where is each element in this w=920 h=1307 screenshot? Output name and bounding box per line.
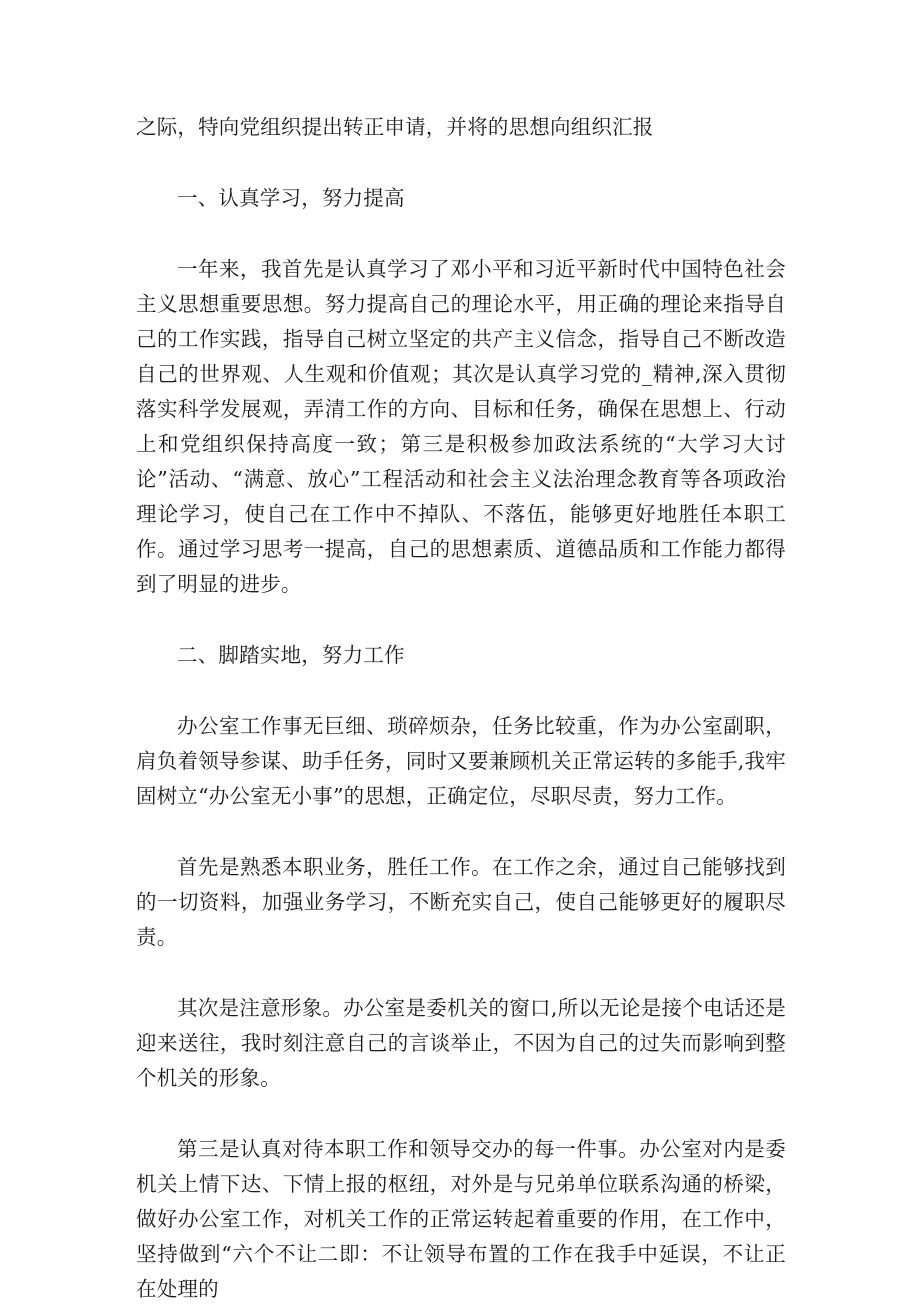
section-heading-work: 二、脚踏实地，努力工作 bbox=[177, 643, 405, 667]
paragraph-third-tasks: 第三是认真对待本职工作和领导交办的每一件事。办公室对内是委机关上情下达、下情上报的枢纽，对外是与兄弟单位联系沟通的桥梁，做好办公室工作，对机关工作的正常运转起着重要的作用，在工作中，坚持做到“六个不让二即：不让领导布置的工作在我手中延误，不让正在处理的 bbox=[136, 1137, 786, 1301]
paragraph-office-work: 办公室工作事无巨细、琐碎烦杂，任务比较重，作为办公室副职，肩负着领导参谋、助手任务，同时又要兼顾机关正常运转的多能手,我牢固树立“办公室无小事”的思想，正确定位，尽职尽责，努力工作。 bbox=[136, 714, 786, 808]
section-heading-study: 一、认真学习，努力提高 bbox=[177, 186, 405, 210]
paragraph-intro-continuation: 之际，特向党组织提出转正申请，并将的思想向组织汇报 bbox=[136, 115, 654, 139]
paragraph-first-duty: 首先是熟悉本职业务，胜任工作。在工作之余，通过自己能够找到的一切资料，加强业务学习，不断充实自己，使自己能够更好的履职尽责。 bbox=[136, 855, 786, 949]
paragraph-study: 一年来，我首先是认真学习了邓小平和习近平新时代中国特色社会主义思想重要思想。努力提高自己的理论水平，用正确的理论来指导自己的工作实践，指导自己树立坚定的共产主义信念，指导自己不断改造自己的世界观、人生观和价值观；其次是认真学习党的_精神,深入贯彻落实科学发展观，弄清工作的方向、目标和任务，确保在思想上、行动上和党组织保持高度一致；第三是积极参加政法系统的“大学习大讨论”活动、“满意、放心”工程活动和社会主义法治理念教育等各项政治理论学习，使自己在工作中不掉队、不落伍，能够更好地胜任本职工作。通过学习思考一提高，自己的思想素质、道德品质和工作能力都得到了明显的进步。 bbox=[136, 257, 786, 596]
document-body bbox=[136, 110, 786, 1307]
paragraph-second-image: 其次是注意形象。办公室是委机关的窗口,所以无论是接个电话还是迎来送往，我时刻注意自己的言谈举止，不因为自己的过失而影响到整个机关的形象。 bbox=[136, 996, 786, 1090]
